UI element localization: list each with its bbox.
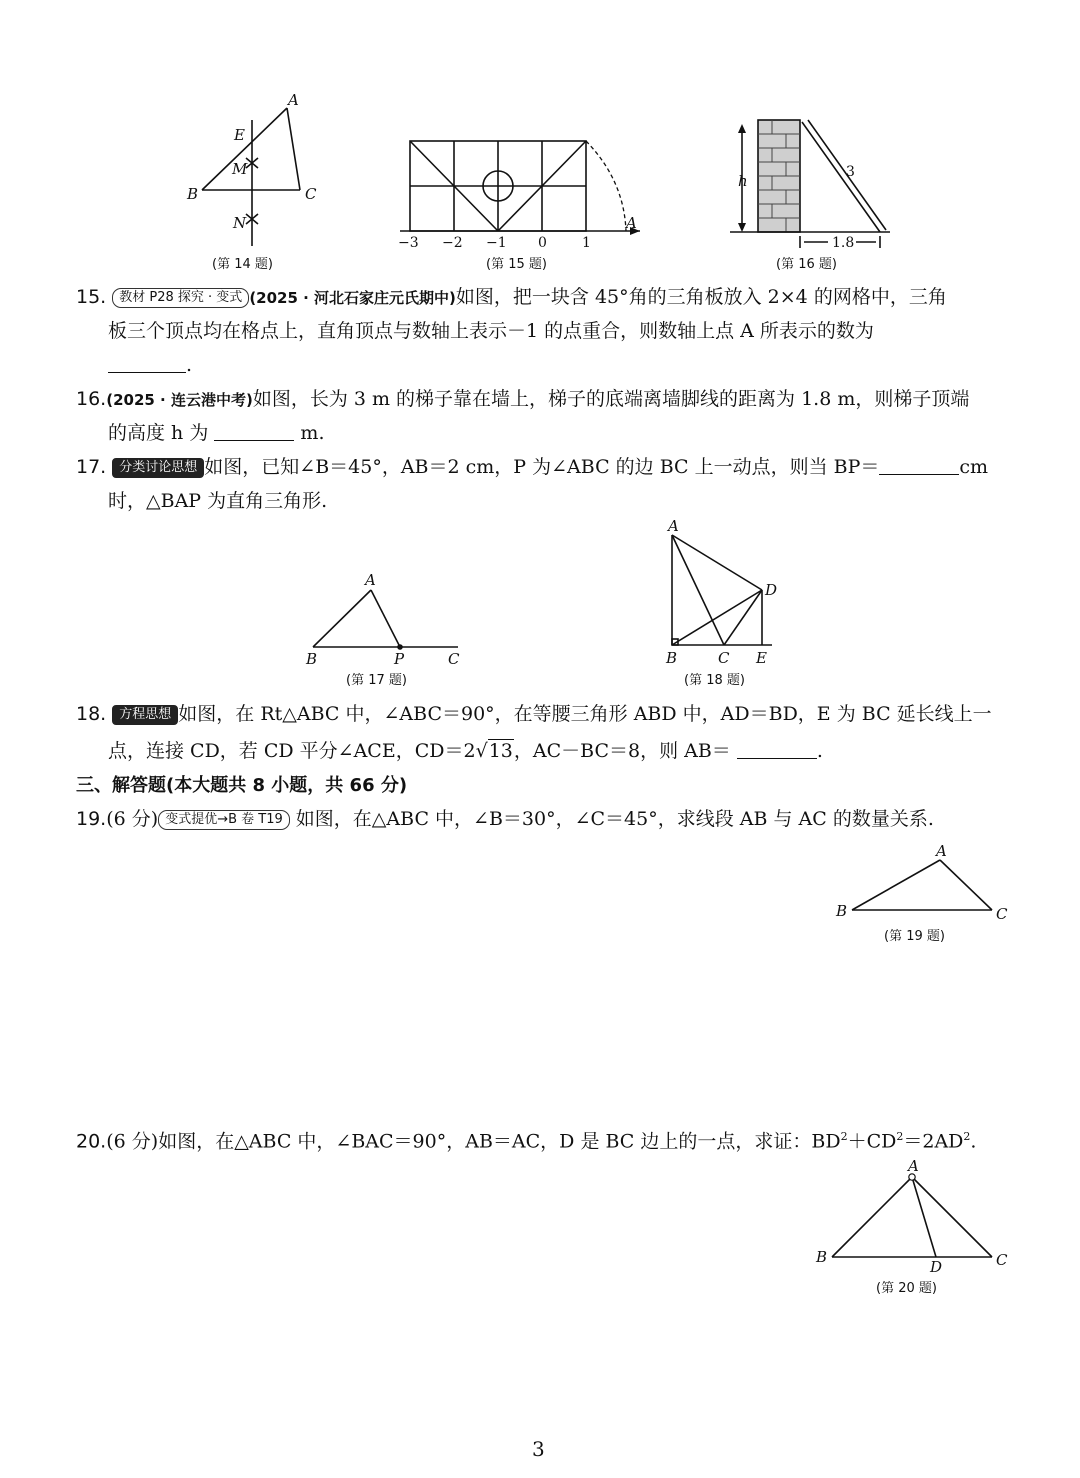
- q16-number: 16.: [76, 388, 107, 410]
- fig14-label-C: C: [305, 185, 317, 203]
- fig20-label-D: D: [930, 1258, 943, 1276]
- q18-text1: 如图，在 Rt△ABC 中，∠ABC＝90°，在等腰三角形 ABD 中，AD＝BD，E 为 BC 延长线上一: [178, 703, 992, 725]
- figure-19: [835, 842, 1008, 944]
- q15-text1: 如图，把一块含 45°角的三角板放入 2×4 的网格中，三角: [455, 286, 947, 308]
- section-3-title: 三、解答题(本大题共 8 小题，共 66 分): [76, 775, 408, 796]
- fig18-label-B: B: [666, 649, 678, 667]
- q15-end: .: [186, 354, 193, 376]
- q20-line: [76, 1120, 976, 1158]
- q20-sup3: 2: [963, 1130, 971, 1143]
- fig20-label-A: A: [908, 1157, 919, 1175]
- q20-text-a: 如图，在△ABC 中，∠BAC＝90°，AB＝AC，D 是 BC 边上的一点，求证：BD: [158, 1130, 841, 1153]
- q16-line1: [76, 382, 969, 417]
- q17-text1: 如图，已知∠B＝45°，AB＝2 cm，P 为∠ABC 的边 BC 上一动点，则当 BP＝: [204, 456, 880, 478]
- fig19-label-B: B: [836, 902, 848, 920]
- q20-text-c: ＝2AD: [903, 1130, 964, 1153]
- fig15-caption: (第 15 题): [486, 257, 547, 272]
- fig14-label-A: A: [288, 91, 299, 109]
- figure-20: [815, 1157, 1008, 1296]
- q19-score: (6 分): [106, 808, 159, 830]
- q18-tag: 方程思想: [112, 705, 178, 725]
- figure-17: [305, 571, 460, 688]
- fig18-label-D: D: [765, 581, 778, 599]
- q15-tag: 教材 P28 探究 · 变式: [112, 288, 249, 308]
- q16-source: (2025 · 连云港中考): [106, 391, 253, 409]
- q16-text2a: 的高度 h 为: [108, 422, 209, 444]
- q18-line1: [76, 697, 992, 731]
- fig16-caption: (第 16 题): [776, 257, 837, 272]
- q17-answer-blank[interactable]: [879, 452, 959, 475]
- fig17-label-B: B: [306, 650, 318, 668]
- fig20-label-C: C: [996, 1251, 1008, 1269]
- q18-line2: 点，连接 CD，若 CD 平分∠ACE，CD＝2√13，AC－BC＝8，则 AB＝ .: [108, 734, 823, 768]
- fig17-label-A: A: [365, 571, 376, 589]
- q16-text1: 如图，长为 3 m 的梯子靠在墙上，梯子的底端离墙脚线的距离为 1.8 m，则梯子顶端: [252, 388, 970, 410]
- fig14-caption: (第 14 题): [212, 257, 273, 272]
- fig14-label-E: E: [234, 126, 245, 144]
- q19-tag: 变式提优→B 卷 T19: [158, 810, 290, 830]
- q20-number: 20.: [76, 1130, 107, 1153]
- q17-tag: 分类讨论思想: [112, 458, 204, 478]
- q17-line1: [76, 450, 988, 484]
- fig15-label-A: A: [626, 214, 637, 232]
- q16-answer-blank[interactable]: [214, 418, 294, 441]
- q20-score: (6 分): [106, 1130, 159, 1153]
- page-number: 3: [532, 1437, 545, 1461]
- fig17-caption: (第 17 题): [346, 673, 407, 688]
- fig14-label-M: M: [232, 160, 248, 178]
- figure-18: [665, 517, 777, 688]
- fig19-caption: (第 19 题): [884, 929, 945, 944]
- q15-number: 15.: [76, 286, 107, 308]
- q17-text2: 时，△BAP 为直角三角形.: [108, 490, 328, 512]
- section-3-heading: [76, 768, 407, 803]
- q15-line2: [108, 314, 874, 348]
- q18-end: .: [816, 740, 823, 762]
- fig18-label-A: A: [668, 517, 679, 535]
- fig17-label-P: P: [394, 650, 405, 668]
- figure-16: [730, 120, 890, 272]
- fig15-tick-1: 1: [582, 235, 591, 251]
- q15-line3: [108, 348, 192, 382]
- figure-14: [186, 91, 317, 272]
- q19-number: 19.: [76, 808, 107, 830]
- fig18-label-C: C: [718, 649, 730, 667]
- q18-sqrt: 13: [488, 740, 513, 762]
- q18-number: 18.: [76, 703, 107, 725]
- q18-text2a: 点，连接 CD，若 CD 平分∠ACE，CD＝2: [108, 740, 476, 762]
- q15-text2: 板三个顶点均在格点上，直角顶点与数轴上表示－1 的点重合，则数轴上点 A 所表示的数为: [108, 320, 874, 342]
- fig19-label-C: C: [996, 905, 1008, 923]
- q20-text-b: ＋CD: [847, 1130, 897, 1153]
- fig20-caption: (第 20 题): [876, 1281, 937, 1296]
- q20-sup1: 2: [840, 1130, 848, 1143]
- q18-answer-blank[interactable]: [737, 736, 817, 759]
- fig14-label-N: N: [233, 214, 247, 232]
- q18-text2b: ，AC－BC＝8，则 AB＝: [513, 740, 731, 762]
- q17-number: 17.: [76, 456, 107, 478]
- q19-line: [76, 802, 934, 836]
- fig16-label-3: 3: [846, 164, 855, 180]
- figure-15: [398, 141, 640, 272]
- fig15-tick-0: 0: [538, 235, 547, 251]
- fig17-label-C: C: [448, 650, 460, 668]
- fig18-label-E: E: [756, 649, 767, 667]
- q15-answer-blank[interactable]: [108, 350, 186, 373]
- q20-text-d: .: [970, 1130, 977, 1153]
- q15-line1: [76, 280, 947, 315]
- q16-text2b: m.: [300, 422, 325, 444]
- q15-source: (2025 · 河北石家庄元氏期中): [249, 289, 456, 307]
- fig19-label-A: A: [936, 842, 947, 860]
- q19-text: 如图，在△ABC 中，∠B＝30°，∠C＝45°，求线段 AB 与 AC 的数量关系.: [295, 808, 934, 830]
- fig18-caption: (第 18 题): [684, 673, 745, 688]
- fig15-tick-neg3: −3: [398, 235, 419, 251]
- q20-sup2: 2: [896, 1130, 904, 1143]
- fig15-tick-neg2: −2: [442, 235, 463, 251]
- q16-line2: [108, 416, 324, 450]
- q17-unit: cm: [959, 456, 989, 478]
- q17-line2: [108, 484, 327, 518]
- fig16-label-1-8: 1.8: [832, 235, 855, 251]
- fig14-label-B: B: [187, 185, 199, 203]
- fig15-tick-neg1: −1: [486, 235, 507, 251]
- fig16-label-h: h: [738, 172, 748, 190]
- fig20-label-B: B: [816, 1248, 828, 1266]
